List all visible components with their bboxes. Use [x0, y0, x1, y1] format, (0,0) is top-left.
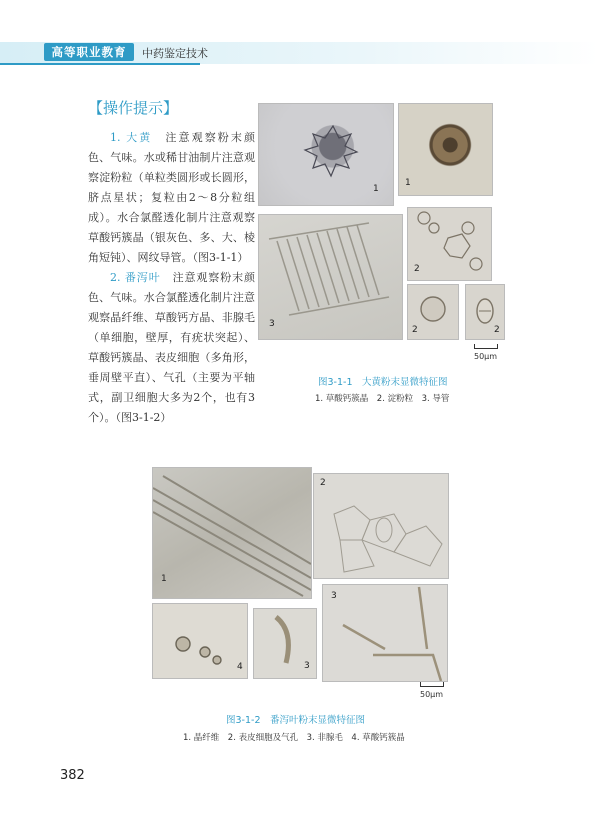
item-2-paragraph — [88, 268, 255, 428]
item-2-heading: 2. 番泻叶 — [110, 271, 161, 284]
fig1-label-1a: 1 — [373, 184, 379, 194]
item-1-paragraph — [88, 128, 255, 268]
item-1-heading: 1. 大黄 — [110, 131, 153, 144]
calcium-cluster-icon — [153, 604, 247, 678]
fig1-caption: 图3-1-1 大黄粉末显微特征图 — [318, 377, 448, 388]
fig2-label-1: 1 — [161, 574, 167, 584]
header-rule — [0, 63, 200, 65]
fig2-photo-non-glandular-hair-2 — [322, 584, 448, 682]
crystal-fiber-icon — [153, 468, 311, 598]
fig2-photo-epidermis-stomata — [313, 473, 449, 579]
fig2-scale-label: 50μm — [420, 690, 444, 699]
fig1-label-2c: 2 — [494, 325, 500, 335]
epidermis-cells-icon — [314, 474, 448, 578]
fig1-label-3: 3 — [269, 319, 275, 329]
item-1-text: 注意观察粉末颜色、气味。水或稀甘油制片注意观察淀粉粒（单粒类圆形或长圆形，脐点星状；复粒由2～8分粒组成）。水合氯醛透化制片注意观察草酸钙簇晶（银灰色、多、大、棱角短钝）、网纹导管。（图3-1-1） — [88, 131, 256, 264]
fig1-label-2a: 2 — [414, 264, 420, 274]
scale-bar-icon — [420, 682, 444, 687]
body-text — [88, 128, 255, 428]
fig1-photo-vessel — [258, 214, 403, 340]
page-number: 382 — [60, 768, 85, 783]
fig2-caption: 图3-1-2 番泻叶粉末显微特征图 — [226, 715, 365, 726]
vessel-icon — [259, 215, 402, 339]
fig1-legend: 1. 草酸钙簇晶 2. 淀粉粒 3. 导管 — [315, 394, 450, 404]
fig1-photo-calcium-cluster-2 — [398, 103, 493, 196]
fig2-photo-non-glandular-hair-1 — [253, 608, 317, 679]
warty-hair-icon — [323, 585, 447, 681]
fig2-label-2: 2 — [320, 478, 326, 488]
fig2-photo-crystal-fiber — [152, 467, 312, 599]
fig2-label-3a: 3 — [304, 661, 310, 671]
series-title: 中药鉴定技术 — [142, 47, 208, 60]
fig1-label-2b: 2 — [412, 325, 418, 335]
fig1-photo-starch-oval — [465, 284, 505, 340]
fig2-label-3b: 3 — [331, 591, 337, 601]
fig1-photo-starch-grains — [407, 207, 492, 281]
fig2-photo-calcium-cluster — [152, 603, 248, 679]
fig1-scale-label: 50μm — [474, 352, 498, 361]
brand-label: 高等职业教育 — [44, 43, 134, 61]
starch-grains-icon — [408, 208, 491, 280]
fig2-legend: 1. 晶纤维 2. 表皮细胞及气孔 3. 非腺毛 4. 草酸钙簇晶 — [183, 733, 405, 743]
section-title: 【操作提示】 — [88, 99, 179, 117]
fig1-photo-starch-single — [407, 284, 459, 340]
item-2-text: 注意观察粉末颜色、气味。水合氯醛透化制片注意观察晶纤维、草酸钙方晶、非腺毛（单细胞，壁厚，有疣状突起）、草酸钙簇晶、表皮细胞（多角形，垂周壁平直）、气孔（主要为平轴式，副卫细胞大多为2个，也有3个）。（图3-1-2） — [88, 271, 256, 424]
fig1-label-1b: 1 — [405, 178, 411, 188]
fig2-label-4: 4 — [237, 662, 243, 672]
fig1-photo-calcium-cluster-1 — [258, 103, 394, 206]
scale-bar-icon — [474, 344, 498, 349]
